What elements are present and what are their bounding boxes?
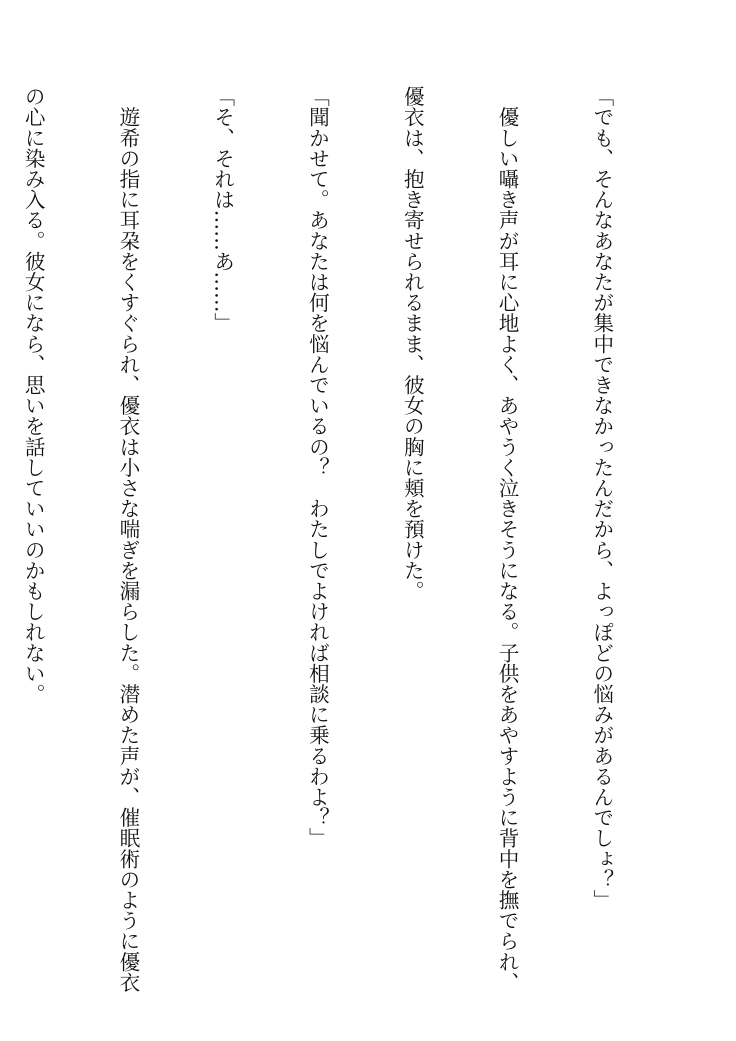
- text-line: 優衣は、抱き寄せられるまま、彼女の胸に頬を預けた。: [400, 86, 425, 601]
- text-line: 「そ、それは……あ……」: [210, 86, 235, 334]
- text-line: 遊希の指に耳朶をくすぐられ、優衣は小さな喘ぎを漏らした。潜めた声が、催眠術のように優衣: [115, 86, 140, 993]
- text-line: 「聞かせて。あなたは何を悩んでいるの？ わたしでよければ相談に乗るわよ？」: [305, 86, 330, 849]
- text-line: 優しい囁き声が耳に心地よく、あやうく泣きそうになる。子供をあやすように背中を撫でられ、: [495, 86, 520, 993]
- text-line: 「でも、そんなあなたが集中できなかったんだから、よっぽどの悩みがあるんでしょ？」: [589, 86, 614, 910]
- text-line: の心に染み入る。彼女になら、思いを話していいのかもしれない。: [21, 86, 46, 704]
- vertical-text-block: [0, 86, 680, 993]
